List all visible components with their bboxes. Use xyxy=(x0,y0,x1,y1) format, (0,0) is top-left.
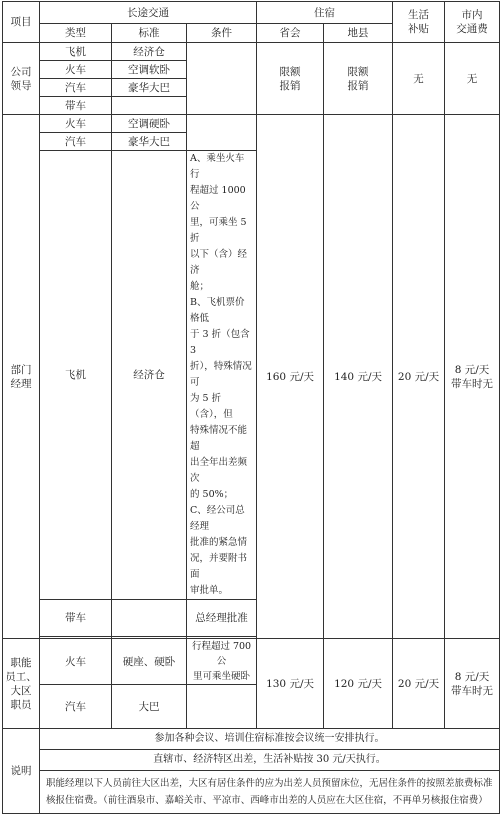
dept-manager-provincial: 160 元/天 xyxy=(257,115,324,639)
dept-manager-car-standard xyxy=(112,600,187,637)
dept-manager-condition-top xyxy=(187,115,257,151)
table-cell-standard: 经济仓 xyxy=(112,43,187,61)
staff-label: 职能 员工、 大区 职员 xyxy=(3,639,40,729)
notes-label: 说明 xyxy=(3,729,40,814)
table-cell-standard: 空调硬卧 xyxy=(112,115,187,133)
notes-line-2: 直辖市、经济特区出差，生活补贴按 30 元/天执行。 xyxy=(40,750,500,771)
header-county: 地县 xyxy=(324,24,393,43)
notes-line-1: 参加各种会议、培训住宿标准按会议统一安排执行。 xyxy=(40,729,500,750)
company-leader-label: 公司 领导 xyxy=(3,43,40,115)
dept-manager-plane-condition: A、乘坐火车行 程超过 1000 公 里，可乘坐 5 折 以下（含）经济 舱； B、飞机票价格低 于 3 折（包含 3 折），特殊情况可 为 5 折（含），但 特殊情况不能超 出全年出差频次 的 50%； C、经公司总经理 批准的紧急情 况，并要附书面 审批单。 xyxy=(187,151,257,600)
table-cell-type: 汽车 xyxy=(40,133,112,151)
table-cell-standard: 豪华大巴 xyxy=(112,133,187,151)
staff-city: 8 元/天 带车时无 xyxy=(445,639,500,729)
header-city-transport: 市内 交通费 xyxy=(445,2,500,43)
dept-manager-car-type: 带车 xyxy=(40,600,112,637)
table-cell-type: 火车 xyxy=(40,61,112,79)
header-type: 类型 xyxy=(40,24,112,43)
table-cell-standard: 豪华大巴 xyxy=(112,79,187,97)
dept-manager-plane-type: 飞机 xyxy=(40,151,112,600)
table-cell-type: 飞机 xyxy=(40,43,112,61)
table-cell-standard xyxy=(112,97,187,115)
staff-bus-standard: 大巴 xyxy=(112,685,187,729)
table-cell-type: 带车 xyxy=(40,97,112,115)
dept-manager-label: 部门 经理 xyxy=(3,115,40,639)
staff-bus-condition xyxy=(187,685,257,729)
staff-county: 120 元/天 xyxy=(324,639,393,729)
dept-manager-county: 140 元/天 xyxy=(324,115,393,639)
company-leader-city: 无 xyxy=(445,43,500,115)
travel-expense-table xyxy=(2,1,500,814)
staff-provincial: 130 元/天 xyxy=(257,639,324,729)
staff-train-type: 火车 xyxy=(40,639,112,685)
header-condition: 条件 xyxy=(187,24,257,43)
notes-line-3: 职能经理以下人员前往大区出差，大区有居住条件的应为出差人员预留床位，无居住条件的按照差旅费标准核报住宿费。（前往酒泉市、嘉峪关市、平凉市、西峰市出差的人员应在大区住宿，不再单另核报住宿费） xyxy=(40,771,500,814)
company-leader-condition xyxy=(187,43,257,115)
table-cell-type: 汽车 xyxy=(40,79,112,97)
dept-manager-living: 20 元/天 xyxy=(393,115,445,639)
dept-manager-city: 8 元/天 带车时无 xyxy=(445,115,500,639)
staff-train-condition: 行程超过 700 公 里可乘坐硬卧 xyxy=(187,639,257,685)
header-standard: 标准 xyxy=(112,24,187,43)
company-leader-provincial: 限额 报销 xyxy=(257,43,324,115)
dept-manager-plane-standard: 经济仓 xyxy=(112,151,187,600)
staff-living: 20 元/天 xyxy=(393,639,445,729)
header-item: 项目 xyxy=(3,2,40,43)
company-leader-living: 无 xyxy=(393,43,445,115)
staff-train-standard: 硬座、硬卧 xyxy=(112,639,187,685)
table-cell-standard: 空调软卧 xyxy=(112,61,187,79)
table-cell-type: 火车 xyxy=(40,115,112,133)
header-living-allowance: 生活 补贴 xyxy=(393,2,445,43)
staff-bus-type: 汽车 xyxy=(40,685,112,729)
header-lodging: 住宿 xyxy=(257,2,393,24)
header-provincial: 省会 xyxy=(257,24,324,43)
header-long-distance: 长途交通 xyxy=(40,2,257,24)
dept-manager-car-condition: 总经理批准 xyxy=(187,600,257,637)
company-leader-county: 限额 报销 xyxy=(324,43,393,115)
